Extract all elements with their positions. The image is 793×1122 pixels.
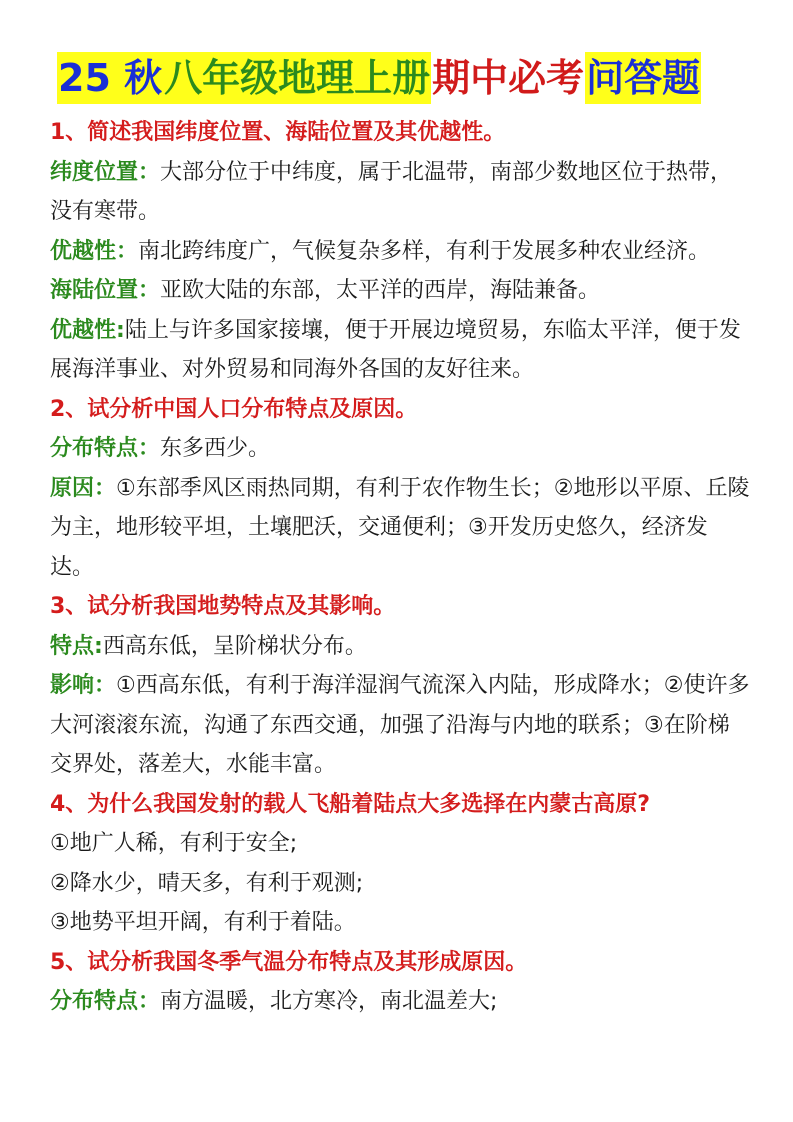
answer-line: ①地广人稀，有利于安全; bbox=[50, 831, 298, 856]
answer-paragraph bbox=[50, 311, 750, 390]
page-title bbox=[57, 52, 701, 104]
answer-key: 优越性： bbox=[50, 238, 139, 264]
answer-key: 分布特点： bbox=[50, 436, 161, 461]
title-part-year: 25 秋 bbox=[57, 52, 163, 104]
answer-text: 亚欧大陆的东部，太平洋的西岸，海陆兼备。 bbox=[160, 278, 601, 303]
answer-paragraph bbox=[50, 271, 750, 311]
answer-text: 大部分位于中纬度，属于北温带，南部少数地区位于热带，没有寒带。 bbox=[50, 159, 733, 224]
answer-text: ①西高东低，有利于海洋湿润气流深入内陆，形成降水；②使许多大河滚滚东流，沟通了东西交通，加强了沿海与内地的联系；③在阶梯交界处，落差大，水能丰富。 bbox=[50, 673, 750, 777]
answer-text: 东多西少。 bbox=[160, 436, 271, 461]
answer-key: 纬度位置： bbox=[50, 159, 161, 185]
answer-text: ①东部季风区雨热同期，有利于农作物生长；②地形以平原、丘陵为主，地形较平坦，土壤肥沃，交通便利；③开发历史悠久，经济发达。 bbox=[50, 475, 750, 580]
answer-key: 分布特点： bbox=[50, 989, 161, 1014]
answer-paragraph bbox=[50, 232, 750, 272]
answer-paragraph bbox=[50, 982, 750, 1022]
answer-text: 南北跨纬度广，气候复杂多样，有利于发展多种农业经济。 bbox=[138, 238, 711, 264]
question-2: 2、试分析中国人口分布特点及原因。 bbox=[50, 396, 418, 422]
answer-key: 影响： bbox=[50, 673, 117, 698]
answer-key: 原因： bbox=[50, 475, 117, 501]
answer-text: 南方温暖，北方寒冷，南北温差大; bbox=[160, 989, 498, 1014]
title-part-grade: 八年级地理上册 bbox=[163, 52, 431, 104]
answer-paragraph bbox=[50, 429, 750, 469]
answer-key: 优越性: bbox=[50, 317, 125, 343]
answer-line: ②降水少，晴天多，有利于观测; bbox=[50, 870, 364, 896]
answer-paragraph bbox=[50, 666, 750, 785]
answer-paragraph bbox=[50, 627, 750, 667]
title-part-exam: 期中必考 bbox=[432, 56, 585, 100]
answer-text: 陆上与许多国家接壤，便于开展边境贸易，东临太平洋，便于发展海洋事业、对外贸易和同海外各国的友好往来。 bbox=[50, 317, 741, 382]
question-3: 3、试分析我国地势特点及其影响。 bbox=[50, 594, 396, 619]
question-5: 5、试分析我国冬季气温分布特点及其形成原因。 bbox=[50, 949, 528, 975]
answer-paragraph bbox=[50, 469, 750, 588]
answer-text: 西高东低，呈阶梯状分布。 bbox=[102, 633, 367, 659]
answer-key: 海陆位置： bbox=[50, 278, 161, 303]
answer-line: ③地势平坦开阔，有利于着陆。 bbox=[50, 910, 356, 935]
question-4: 4、为什么我国发射的载人飞船着陆点大多选择在内蒙古高原? bbox=[50, 791, 651, 817]
answer-key: 特点: bbox=[50, 633, 103, 659]
answer-paragraph bbox=[50, 153, 750, 232]
qa-content bbox=[50, 113, 750, 1022]
title-part-type: 问答题 bbox=[585, 52, 701, 104]
question-1: 1、简述我国纬度位置、海陆位置及其优越性。 bbox=[50, 120, 506, 145]
